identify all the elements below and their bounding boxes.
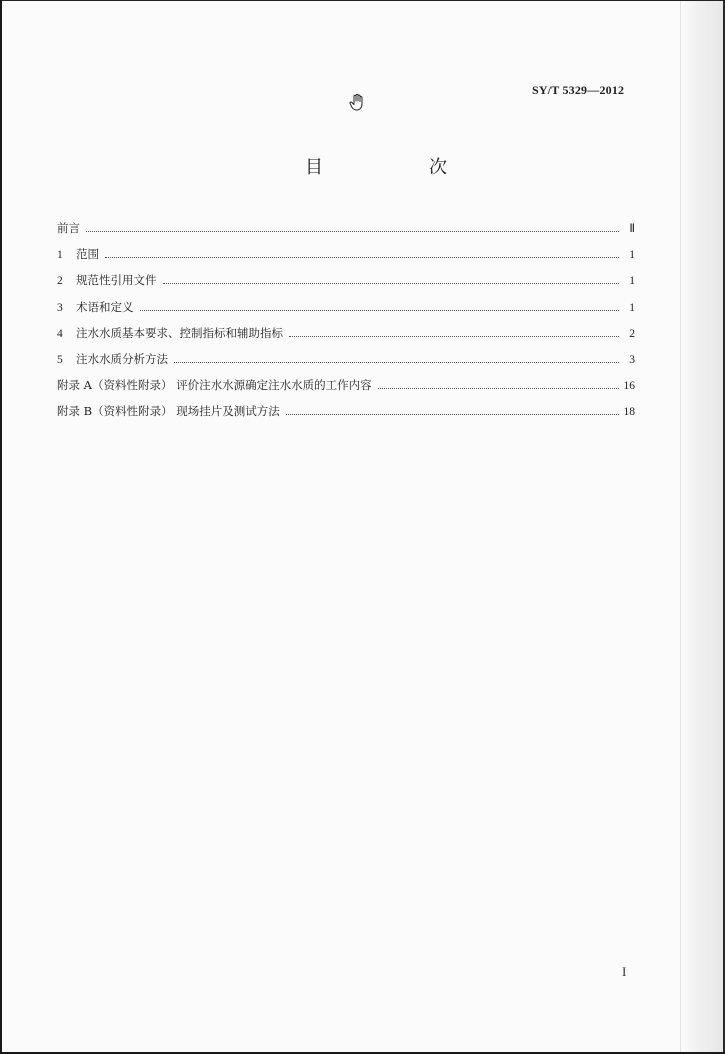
toc-entry-label: 附录 A（资料性附录） 评价注水水源确定注水水质的工作内容: [57, 378, 372, 393]
toc-entry-label: 注水水质基本要求、控制指标和辅助指标: [76, 325, 283, 340]
toc-entry-page: Ⅱ: [629, 223, 635, 235]
toc-entry-1[interactable]: [57, 245, 635, 271]
toc-leader-dots: [174, 361, 619, 363]
toc-entry-appendix-a[interactable]: [57, 376, 635, 402]
toc-entry-number: 1: [57, 249, 63, 262]
standard-code: SY/T 5329—2012: [532, 83, 625, 97]
toc-entry-label: 注水水质分析方法: [76, 351, 168, 366]
toc-leader-dots: [86, 230, 619, 232]
toc-entry-number: 4: [57, 327, 63, 340]
toc-leader-dots: [289, 335, 619, 337]
toc-entry-page: 1: [629, 301, 635, 314]
toc-entry-appendix-b[interactable]: [57, 402, 635, 428]
page-number: I: [622, 964, 627, 979]
toc-entry-page: 2: [629, 327, 635, 340]
toc-leader-dots: [378, 387, 619, 389]
toc-leader-dots: [163, 282, 620, 284]
toc-leader-dots: [105, 256, 619, 258]
page-title: 目 次: [305, 157, 491, 178]
toc-entry-page: 16: [623, 380, 635, 393]
toc-entry-page: 18: [623, 406, 635, 419]
toc-entry-2[interactable]: [57, 271, 635, 297]
hand-cursor-icon: [349, 94, 365, 111]
table-of-contents: [57, 219, 635, 429]
toc-entry-label: 范围: [76, 247, 99, 262]
toc-entry-label: 附录 B（资料性附录） 现场挂片及测试方法: [57, 404, 280, 419]
toc-entry-label: 规范性引用文件: [76, 273, 157, 288]
toc-entry-page: 3: [629, 353, 635, 366]
toc-leader-dots: [286, 413, 619, 415]
toc-leader-dots: [140, 309, 620, 311]
toc-entry-page: 1: [629, 275, 635, 288]
toc-entry-number: 3: [57, 301, 63, 314]
toc-entry-4[interactable]: [57, 324, 635, 350]
toc-entry-3[interactable]: [57, 298, 635, 324]
toc-entry-label: 术语和定义: [76, 299, 134, 314]
toc-entry-foreword[interactable]: [57, 219, 635, 245]
toc-entry-page: 1: [629, 249, 635, 262]
toc-entry-label: 前言: [57, 221, 80, 235]
toc-entry-5[interactable]: [57, 350, 635, 376]
scan-edge-shadow: [680, 1, 725, 1052]
toc-entry-number: 5: [57, 353, 63, 366]
toc-entry-number: 2: [57, 275, 63, 288]
